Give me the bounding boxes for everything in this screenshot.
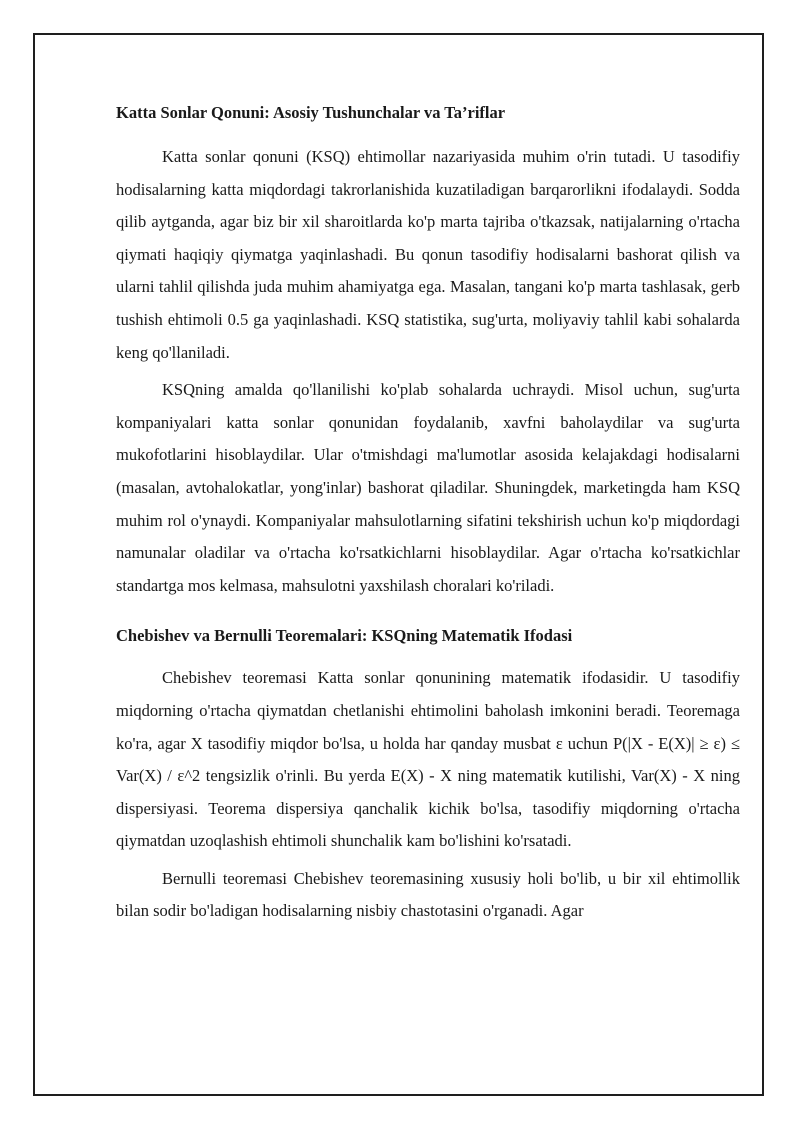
section-2-paragraph-2: Bernulli teoremasi Chebishev teoremasining xususiy holi bo'lib, u bir xil ehtimollik bilan sodir bo'ladigan hodisalarning nisbiy chastotasini o'rganadi. Agar: [116, 868, 740, 921]
section-1-paragraph-2: KSQning amalda qo'llanilishi ko'plab sohalarda uchraydi. Misol uchun, sug'urta kompaniyalari katta sonlar qonunidan foydalanib, xavfni baholaydilar va sug'urta mukofotlarini hisoblaydilar. Ular o'tmishdagi ma'lumotlar asosida kelajakdagi hodisalarni (masalan, avtohalokatlar, yong'inlar) bashorat qiladilar. Shuningdek, marketingda ham KSQ muhim rol o'ynaydi. Kompaniyalar mahsulotlarning sifatini tekshirish uchun ko'p miqdordagi namunalar oladilar va o'rtacha ko'rsatkichlarni hisoblaydilar. Agar o'rtacha ko'rsatkichlar standartga mos kelmasa, mahsulotni yaxshilash choralari ko'riladi.: [116, 380, 740, 595]
section-1-paragraph-1: Katta sonlar qonuni (KSQ) ehtimollar nazariyasida muhim o'rin tutadi. U tasodifiy hodisalarning katta miqdordagi takrorlanishida kuzatiladigan barqarorlikni ifodalaydi. Sodda qilib aytganda, agar biz bir xil sharoitlarda ko'p marta tajriba o'tkazsak, natijalarning o'rtacha qiymati haqiqiy qiymatga yaqinlashadi. Bu qonun tasodifiy hodisalarni bashorat qilish va ularni tahlil qilishda juda muhim ahamiyatga ega. Masalan, tangani ko'p marta tashlasak, gerb tushish ehtimoli 0.5 ga yaqinlashadi. KSQ statistika, sug'urta, moliyaviy tahlil kabi sohalarda keng qo'llaniladi.: [116, 147, 740, 362]
section-heading-2: Chebishev va Bernulli Teoremalari: KSQning Matematik Ifodasi: [116, 626, 573, 646]
section-2-paragraph-1: Chebishev teoremasi Katta sonlar qonunining matematik ifodasidir. U tasodifiy miqdorning o'rtacha qiymatdan chetlanishi ehtimolini baholash imkonini beradi. Teoremaga ko'ra, agar X tasodifiy miqdor bo'lsa, u holda har qanday musbat ε uchun P(|X - E(X)| ≥ ε) ≤ Var(X) / ε^2 tengsizlik o'rinli. Bu yerda E(X) - X ning matematik kutilishi, Var(X) - X ning dispersiyasi. Teorema dispersiya qanchalik kichik bo'lsa, tasodifiy miqdorning o'rtacha qiymatdan uzoqlashish ehtimoli shunchalik kam bo'lishini ko'rsatadi.: [116, 668, 740, 851]
section-heading-1: Katta Sonlar Qonuni: Asosiy Tushunchalar va Ta’riflar: [116, 103, 506, 122]
document-body: [116, 97, 740, 928]
